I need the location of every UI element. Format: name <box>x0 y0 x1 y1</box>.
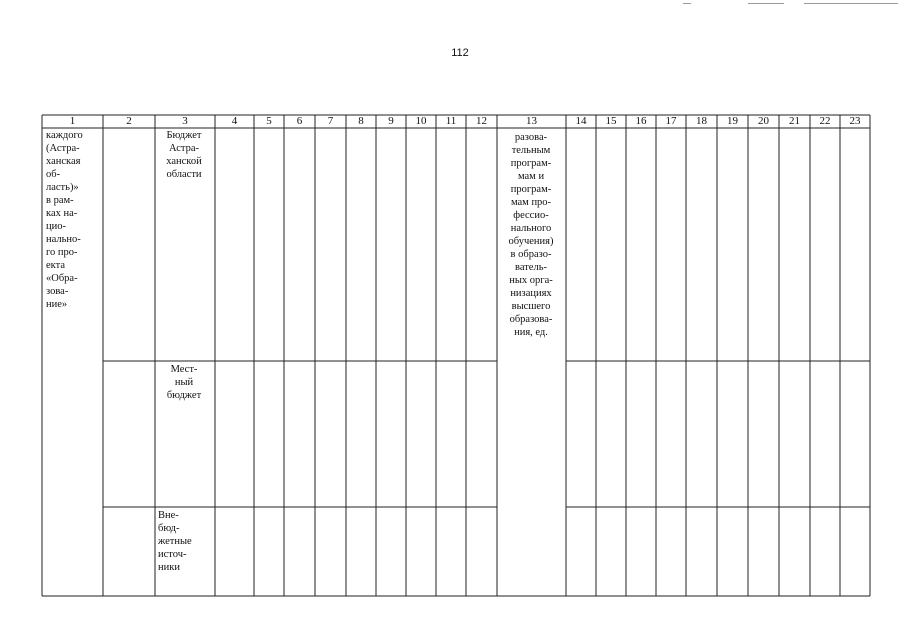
column-header-2: 2 <box>126 115 132 127</box>
table-cell-funding-local: Мест- ный бюджет <box>166 364 202 401</box>
column-header-18: 18 <box>696 115 707 127</box>
table-cell-funding-extrabudgetary: Вне- бюд- жетные источ- ники <box>158 510 192 573</box>
column-header-4: 4 <box>231 115 238 127</box>
table-cell-indicator-name: разова- тельным програм- мам и програм- мам про- фессио- нального обучения) в образо- ватель- ных орга- низациях высшего образова- ния, ед. <box>508 132 554 338</box>
column-header-5: 5 <box>266 115 272 127</box>
column-header-9: 9 <box>388 115 394 127</box>
page-number: 112 <box>451 47 469 59</box>
column-header-10: 10 <box>415 115 427 127</box>
table-cell-funding-regional: Бюджет Астра- ханской области <box>166 130 202 180</box>
column-header-16: 16 <box>635 115 647 127</box>
column-header-23: 23 <box>849 115 861 127</box>
column-header-12: 12 <box>476 115 487 127</box>
column-header-17: 17 <box>665 115 677 127</box>
column-header-19: 19 <box>727 115 738 127</box>
column-header-3: 3 <box>182 115 188 127</box>
column-header-20: 20 <box>758 115 769 127</box>
column-header-21: 21 <box>789 115 800 127</box>
column-header-8: 8 <box>358 115 364 127</box>
column-header-1: 1 <box>69 115 76 127</box>
column-header-11: 11 <box>445 115 457 127</box>
column-header-14: 14 <box>575 115 587 127</box>
table-cell-program-name: каждого (Астра- ханская об- ласть)» в рам- ках на- цио- нально- го про- екта «Обра- зова- ние» <box>46 130 83 310</box>
column-header-13: 13 <box>526 115 537 127</box>
column-header-22: 22 <box>819 115 831 127</box>
column-header-15: 15 <box>605 115 617 127</box>
column-header-6: 6 <box>296 115 303 127</box>
column-header-7: 7 <box>327 115 334 127</box>
